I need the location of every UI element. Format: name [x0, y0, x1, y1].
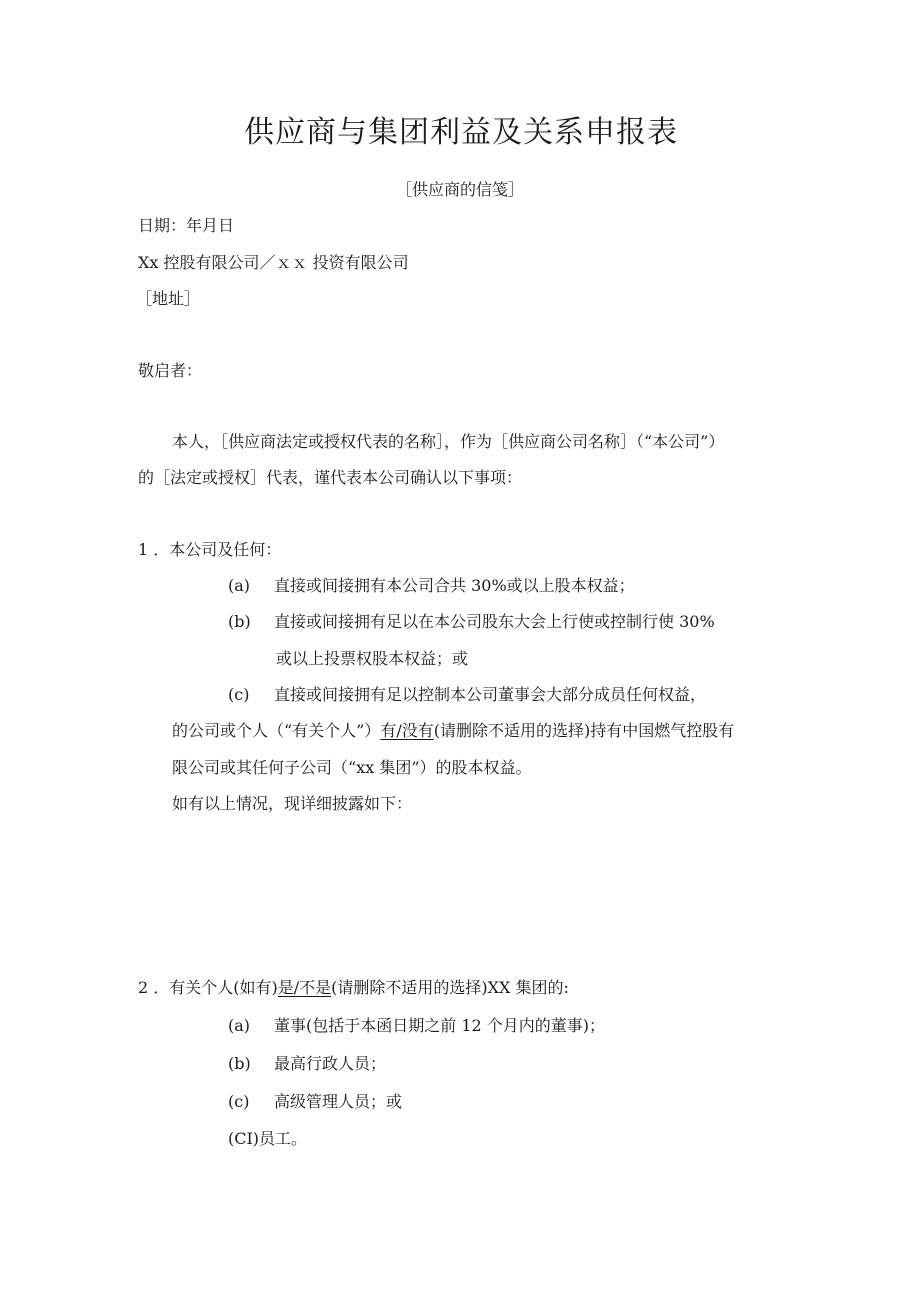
section-2-item-d: (CI)员工。	[228, 1129, 308, 1148]
paragraph-text-before-choice: 的公司或个人（“有关个人”）	[172, 721, 381, 740]
letterhead-placeholder: ［供应商的信笺］	[396, 180, 525, 199]
intro-line-1: 本人，［供应商法定或授权代表的名称］，作为［供应商公司名称］（“本公司”）	[172, 432, 725, 451]
section-2-item-a-text: 董事(包括于本函日期之前 12 个月内的董事)；	[274, 1016, 606, 1035]
paragraph-text-after-choice: (请删除不适用的选择)持有中国燃气控股有	[433, 721, 735, 740]
disclosure-line: 如有以上情况，现详细披露如下：	[172, 794, 413, 813]
has-not-has-choice: 有/没有	[380, 721, 434, 740]
section-1-item-a-text: 直接或间接拥有本公司合共 30%或以上股本权益；	[274, 576, 635, 595]
section-2-item-b-label: (b)	[228, 1054, 251, 1073]
section-2-item-a-label: (a)	[228, 1016, 251, 1035]
salutation: 敬启者：	[138, 361, 203, 380]
section-1-heading: 1 ．本公司及任何：	[138, 540, 282, 559]
section-1-paragraph-line-1	[172, 723, 734, 739]
section-1-item-a-label: (a)	[228, 576, 251, 595]
section-1-item-b-label: (b)	[228, 612, 251, 631]
heading-text-before-choice: 2 ．有关个人(如有)	[138, 978, 278, 997]
section-2-heading	[138, 980, 569, 996]
address-placeholder: ［地址］	[136, 289, 201, 308]
section-1-paragraph-line-2: 限公司或其任何子公司（“xx 集团”）的股本权益。	[172, 758, 532, 777]
recipient-line: Xx 控股有限公司／ｘｘ 投资有限公司	[138, 253, 409, 272]
section-2-item-c-label: (c)	[228, 1092, 250, 1111]
page-title: 供应商与集团利益及关系申报表	[244, 115, 678, 150]
section-1-item-b-text: 直接或间接拥有足以在本公司股东大会上行使或控制行使 30%	[274, 612, 715, 631]
section-1-item-c-text: 直接或间接拥有足以控制本公司董事会大部分成员任何权益，	[274, 685, 707, 704]
intro-line-2: 的［法定或授权］代表，谨代表本公司确认以下事项：	[138, 468, 523, 487]
heading-text-after-choice: (请删除不适用的选择)XX 集团的:	[331, 978, 569, 997]
section-1-item-b-continuation: 或以上投票权股本权益；或	[276, 649, 469, 668]
is-is-not-choice: 是/不是	[277, 978, 332, 997]
date-line: 日期：年月日	[138, 216, 235, 235]
section-1-item-c-label: (c)	[228, 685, 250, 704]
section-2-item-c-text: 高级管理人员；或	[274, 1092, 403, 1111]
section-2-item-b-text: 最高行政人员；	[274, 1054, 387, 1073]
